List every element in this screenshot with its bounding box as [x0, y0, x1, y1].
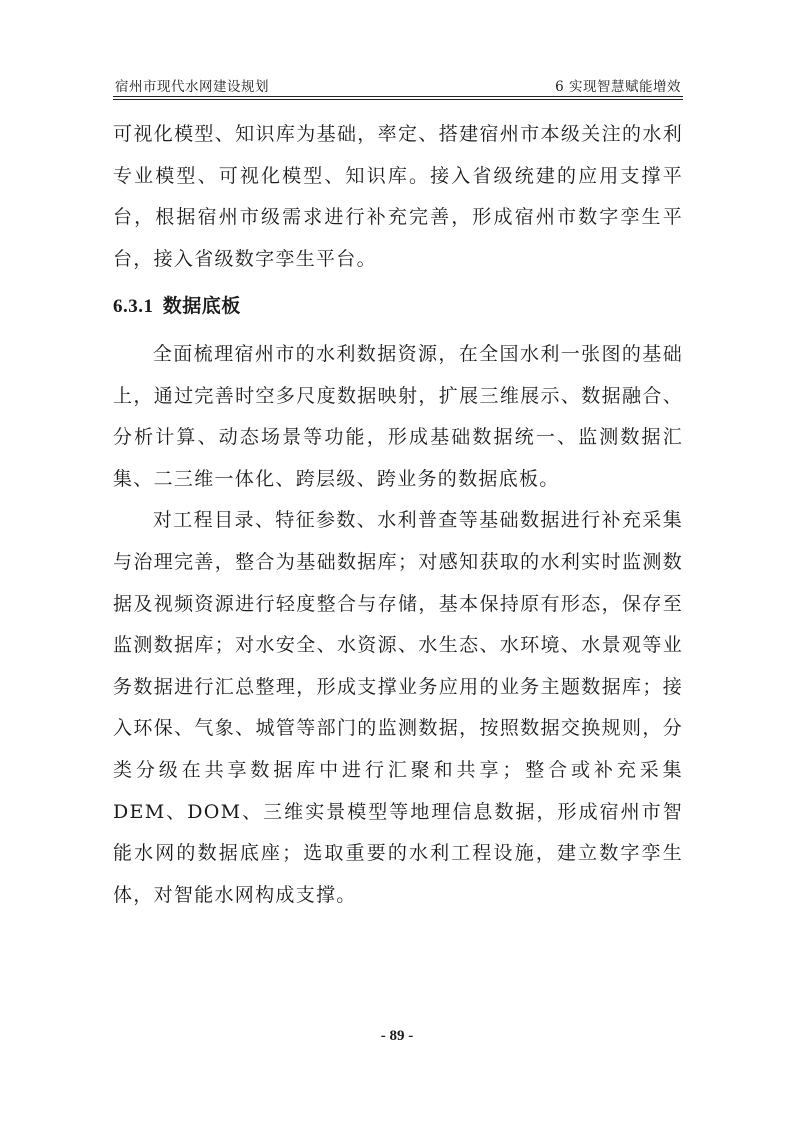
header-chapter-title: 6 实现智慧赋能增效 — [555, 79, 681, 95]
body-paragraph-2: 对工程目录、特征参数、水利普查等基础数据进行补充采集与治理完善，整合为基础数据库；对感知获取的水利实时监测数据及视频资源进行轻度整合与存储，基本保持原有形态，保存至监测数据库；对水安全、水资源、水生态、水环境、水景观等业务数据进行汇总整理，形成支撑业务应用的业务主题数据库；接入环保、气象、城管等部门的监测数据，按照数据交换规则，分类分级在共享数据库中进行汇聚和共享；整合或补充采集 DEM、DOM、三维实景模型等地理信息数据，形成宿州市智能水网的数据底座；选取重要的水利工程设施，建立数字孪生体，对智能水网构成支撑。 — [113, 509, 683, 906]
page-body — [113, 114, 683, 916]
header-document-title: 宿州市现代水网建设规划 — [115, 79, 269, 95]
body-paragraph-continued: 可视化模型、知识库为基础，率定、搭建宿州市本级关注的水利专业模型、可视化模型、知识库。接入省级统建的应用支撑平台，根据宿州市级需求进行补充完善，形成宿州市数字孪生平台，接入省级数字孪生平台。 — [113, 123, 683, 270]
section-number: 6.3.1 — [113, 296, 154, 318]
header-rule — [113, 96, 683, 97]
section-title: 数据底板 — [162, 295, 241, 318]
running-header — [113, 72, 683, 94]
header-rule-thin — [113, 99, 683, 100]
body-paragraph-1: 全面梳理宿州市的水利数据资源，在全国水利一张图的基础上，通过完善时空多尺度数据映射，扩展三维展示、数据融合、分析计算、动态场景等功能，形成基础数据统一、监测数据汇集、二三维一体化、跨层级、跨业务的数据底板。 — [113, 342, 683, 490]
section-heading — [113, 286, 683, 328]
page-number: - 89 - — [380, 1028, 414, 1044]
